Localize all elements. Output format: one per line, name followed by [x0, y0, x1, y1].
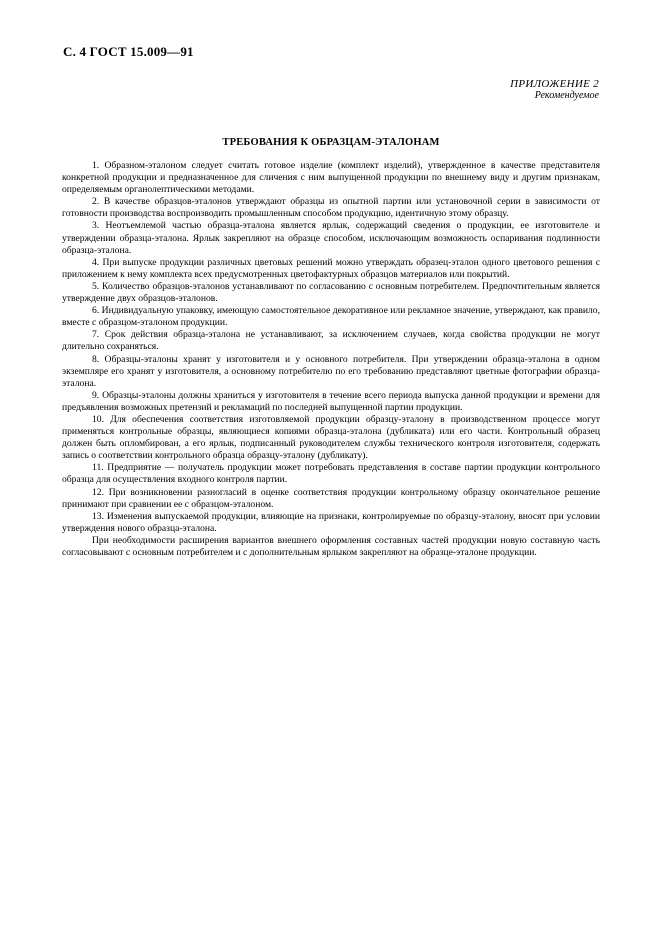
paragraph: 12. При возникновении разногласий в оценке соответствия продукции контрольному образцу окончательное решение принимают при сравнении ее с образцом-эталоном.	[62, 486, 600, 510]
appendix-number: ПРИЛОЖЕНИЕ 2	[510, 78, 599, 90]
appendix-status: Рекомендуемое	[534, 90, 599, 101]
paragraph: 10. Для обеспечения соответствия изготовляемой продукции образцу-эталону в производственном процессе могут применяться контрольные образцы, являющиеся копиями образца-эталона (дубликата) или его части. Контрольный образец должен быть опломбирован, а его ярлык, подписанный руководителем службы технического контроля изготовителя, содержать запись о соответствии контрольного образца образцу-эталону (дубликату).	[62, 413, 600, 462]
appendix-label	[510, 78, 599, 102]
paragraph: 5. Количество образцов-эталонов устанавливают по согласованию с основным потребителем. Предпочтительным является утверждение двух образцов-эталонов.	[62, 280, 600, 305]
paragraph: 9. Образцы-эталоны должны храниться у изготовителя в течение всего периода выпуска данной продукции и времени для предъявления возможных претензий и рекламаций по последней выпущенной партии продукции.	[62, 389, 600, 413]
paragraph: 6. Индивидуальную упаковку, имеющую самостоятельное декоративное или рекламное значение, утверждают, как правило, вместе с образцом-эталоном продукции.	[62, 305, 600, 329]
document-body	[62, 160, 600, 559]
paragraph: 7. Срок действия образца-эталона не устанавливают, за исключением случаев, когда свойства продукции не могут длительно сохраняться.	[62, 329, 600, 353]
page-header: С. 4 ГОСТ 15.009—91	[63, 44, 194, 59]
paragraph: 3. Неотъемлемой частью образца-эталона является ярлык, содержащий сведения о продукции, ее изготовителе и утверждении образца-эталона. Ярлык закрепляют на образце способом, исключающим возможность оспаривания подлинности образца-эталона.	[62, 220, 600, 256]
paragraph: 8. Образцы-эталоны хранят у изготовителя и у основного потребителя. При утверждении образца-эталона в одном экземпляре его хранят у изготовителя, а основному потребителю по его требованию представляют цветные фотографии образца-эталона.	[62, 353, 600, 389]
document-title: ТРЕБОВАНИЯ К ОБРАЗЦАМ-ЭТАЛОНАМ	[222, 137, 440, 148]
paragraph: 2. В качестве образцов-эталонов утверждают образцы из опытной партии или установочной серии в зависимости от готовности производства воспроизводить промышленным способом продукцию, идентичную этому образцу.	[62, 196, 600, 220]
paragraph: 4. При выпуске продукции различных цветовых решений можно утверждать образец-эталон одного цветового решения с приложением к нему комплекта всех предусмотренных цветофактурных образцов материалов или покрытий.	[62, 256, 600, 280]
paragraph: При необходимости расширения вариантов внешнего оформления составных частей продукции новую составную часть согласовывают с основным потребителем и с дополнительным ярлыком закрепляют на образце-эталоне продукции.	[62, 534, 600, 558]
paragraph: 11. Предприятие — получатель продукции может потребовать представления в составе партии продукции контрольного образца для осуществления входного контроля партии.	[62, 462, 600, 486]
paragraph: 13. Изменения выпускаемой продукции, влияющие на признаки, контролируемые по образцу-эталону, вносят при условии утверждения нового образца-эталона.	[62, 510, 600, 534]
paragraph: 1. Образном-эталоном следует считать готовое изделие (комплект изделий), утвержденное в качестве представителя конкретной продукции и предназначенное для сличения с ним выпущенной продукции по внешнему виду и другим признакам, определяемым органолептическими методами.	[62, 160, 600, 196]
